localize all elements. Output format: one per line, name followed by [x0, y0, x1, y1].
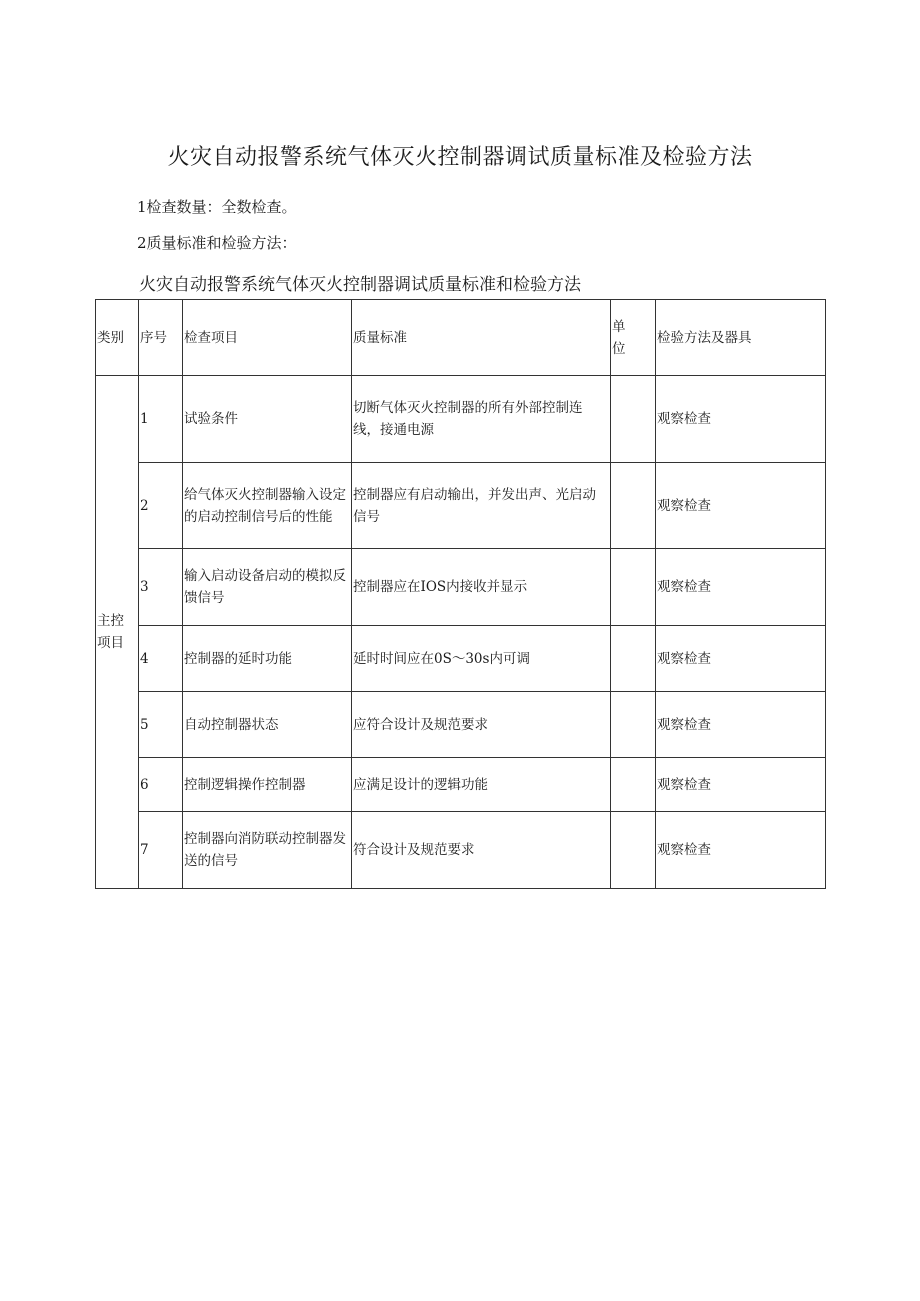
row-unit [611, 463, 656, 549]
header-method: 检验方法及器具 [656, 300, 826, 376]
table-row [96, 463, 826, 549]
row-method: 观察检查 [656, 812, 826, 889]
row-standard: 控制器应在IOS内接收并显示 [352, 549, 611, 626]
row-method: 观察检查 [656, 549, 826, 626]
row-unit [611, 812, 656, 889]
row-item: 自动控制器状态 [183, 692, 352, 758]
row-unit [611, 758, 656, 812]
table-header-row [96, 300, 826, 376]
row-number: 1 [139, 376, 183, 463]
row-item: 试验条件 [183, 376, 352, 463]
table-caption: 火灾自动报警系统气体灭火控制器调试质量标准和检验方法 [139, 275, 581, 295]
row-number: 2 [139, 463, 183, 549]
row-method: 观察检查 [656, 376, 826, 463]
row-standard: 切断气体灭火控制器的所有外部控制连线，接通电源 [352, 376, 611, 463]
row-standard: 符合设计及规范要求 [352, 812, 611, 889]
header-number: 序号 [139, 300, 183, 376]
row-item: 输入启动设备启动的模拟反馈信号 [183, 549, 352, 626]
table-row [96, 376, 826, 463]
category-cell: 主控项目 [96, 376, 139, 889]
row-item: 控制逻辑操作控制器 [183, 758, 352, 812]
row-number: 4 [139, 626, 183, 692]
row-number: 6 [139, 758, 183, 812]
row-method: 观察检查 [656, 626, 826, 692]
row-method: 观察检查 [656, 692, 826, 758]
row-unit [611, 376, 656, 463]
row-unit [611, 626, 656, 692]
row-number: 5 [139, 692, 183, 758]
row-item: 给气体灭火控制器输入设定的启动控制信号后的性能 [183, 463, 352, 549]
table-row [96, 692, 826, 758]
row-item: 控制器向消防联动控制器发送的信号 [183, 812, 352, 889]
row-unit [611, 549, 656, 626]
row-standard: 应符合设计及规范要求 [352, 692, 611, 758]
row-standard: 延时时间应在0S～30s内可调 [352, 626, 611, 692]
header-unit: 单位 [611, 300, 656, 376]
row-standard: 控制器应有启动输出，并发出声、光启动信号 [352, 463, 611, 549]
header-category: 类别 [96, 300, 139, 376]
row-item: 控制器的延时功能 [183, 626, 352, 692]
row-number: 3 [139, 549, 183, 626]
inspection-quantity-text: 1检查数量：全数检查。 [137, 198, 297, 216]
header-item: 检查项目 [183, 300, 352, 376]
table-row [96, 626, 826, 692]
header-standard: 质量标准 [352, 300, 611, 376]
inspection-table [95, 299, 826, 889]
row-method: 观察检查 [656, 463, 826, 549]
row-number: 7 [139, 812, 183, 889]
row-unit [611, 692, 656, 758]
table-row [96, 549, 826, 626]
table-row [96, 812, 826, 889]
table-row [96, 758, 826, 812]
quality-standard-heading: 2质量标准和检验方法： [137, 234, 297, 252]
row-standard: 应满足设计的逻辑功能 [352, 758, 611, 812]
document-title: 火灾自动报警系统气体灭火控制器调试质量标准及检验方法 [167, 145, 753, 170]
row-method: 观察检查 [656, 758, 826, 812]
